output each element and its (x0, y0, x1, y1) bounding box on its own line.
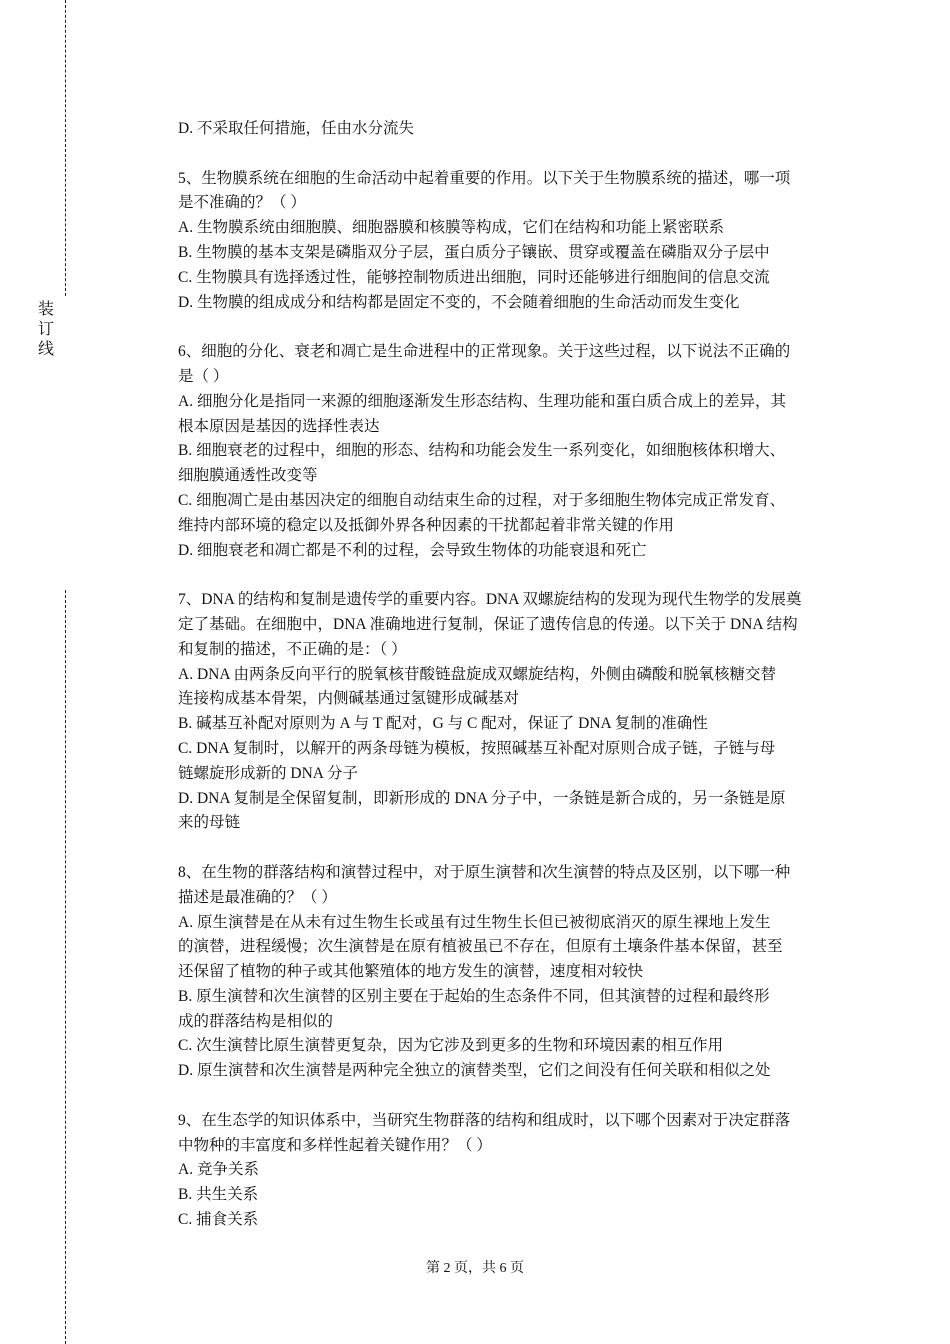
option-line: A. 细胞分化是指同一来源的细胞逐渐发生形态结构、生理功能和蛋白质合成上的差异，其 (178, 392, 786, 410)
binding-line-top (65, 0, 66, 296)
answer-option (178, 539, 848, 564)
option-line: D. 不采取任何措施，任由水分流失 (178, 120, 414, 137)
option-line: D. 细胞衰老和凋亡都是不利的过程，会导致生物体的功能衰退和死亡 (178, 541, 647, 559)
option-line: C. 捕食关系 (178, 1211, 259, 1229)
option-line: 根本原因是基因的选择性表达 (178, 417, 380, 435)
answer-option (178, 291, 848, 316)
answer-option (178, 663, 848, 713)
answer-option (178, 489, 848, 539)
answer-option (178, 266, 848, 291)
option-line: 连接构成基本骨架，内侧碱基通过氢键形成碱基对 (178, 690, 520, 708)
question-stem-line: 和复制的描述，不正确的是：（ ） (178, 640, 407, 658)
answer-option (178, 1208, 848, 1233)
option-line: D. 生物膜的组成成分和结构都是固定不变的，不会随着细胞的生命活动而发生变化 (178, 293, 740, 311)
option-line: C. 细胞凋亡是由基因决定的细胞自动结束生命的过程，对于多细胞生物体完成正常发育、 (178, 491, 786, 509)
option-line: B. 碱基互补配对原则为 A 与 T 配对，G 与 C 配对，保证了 DNA 复制的准确性 (178, 715, 708, 733)
option-line: B. 生物膜的基本支架是磷脂双分子层，蛋白质分子镶嵌、贯穿或覆盖在磷脂双分子层中 (178, 243, 770, 261)
option-line: B. 细胞衰老的过程中，细胞的形态、结构和功能会发生一系列变化，如细胞核体积增大、 (178, 442, 786, 460)
question-stem-line: 定了基础。在细胞中，DNA 准确地进行复制，保证了遗传信息的传递。以下关于 DNA 结构 (178, 615, 798, 633)
question-stem-line: 是（ ） (178, 367, 229, 385)
option-line: 还保留了植物的种子或其他繁殖体的地方发生的演替，速度相对较快 (178, 963, 644, 981)
question-stem-line: 5、生物膜系统在细胞的生命活动中起着重要的作用。以下关于生物膜系统的描述，哪一项 (178, 169, 791, 187)
answer-option (178, 787, 848, 837)
option-line: D. 原生演替和次生演替是两种完全独立的演替类型，它们之间没有任何关联和相似之处 (178, 1062, 771, 1080)
option-line: C. 生物膜具有选择透过性，能够控制物质进出细胞，同时还能够进行细胞间的信息交流 (178, 268, 770, 286)
option-line: D. DNA 复制是全保留复制，即新形成的 DNA 分子中，一条链是新合成的，另一条链是原 (178, 789, 786, 807)
option-line: 维持内部环境的稳定以及抵御外界各种因素的干扰都起着非常关键的作用 (178, 516, 675, 534)
binding-label: 装订线 (37, 301, 54, 358)
previous-question-fragment (178, 117, 848, 142)
answer-option (178, 737, 848, 787)
answer-option (178, 390, 848, 440)
option-line: A. 原生演替是在从未有过生物生长或虽有过生物生长但已被彻底消灭的原生裸地上发生 (178, 913, 771, 931)
option-line: 的演替，进程缓慢；次生演替是在原有植被虽已不存在，但原有土壤条件基本保留，甚至 (178, 938, 783, 956)
option-line: C. DNA 复制时，以解开的两条母链为模板，按照碱基互补配对原则合成子链，子链与母 (178, 739, 776, 757)
question-stem-line: 7、DNA 的结构和复制是遗传学的重要内容。DNA 双螺旋结构的发现为现代生物学的发展奠 (178, 591, 802, 609)
answer-option (178, 911, 848, 985)
question-stem-line: 9、在生态学的知识体系中，当研究生物群落的结构和组成时，以下哪个因素对于决定群落 (178, 1111, 791, 1129)
answer-option (178, 241, 848, 266)
option-line: 细胞膜通透性改变等 (178, 467, 318, 485)
question-stem-line: 是不准确的？（ ） (178, 194, 306, 212)
question-stem-line: 8、在生物的群落结构和演替过程中，对于原生演替和次生演替的特点及区别，以下哪一种 (178, 863, 791, 881)
answer-option (178, 1158, 848, 1183)
option-line: C. 次生演替比原生演替更复杂，因为它涉及到更多的生物和环境因素的相互作用 (178, 1037, 724, 1055)
answer-option (178, 712, 848, 737)
answer-option (178, 1034, 848, 1059)
option-line: 成的群落结构是相似的 (178, 1012, 334, 1030)
question-stem-line: 描述是最准确的？（ ） (178, 888, 337, 906)
option-line: A. 生物膜系统由细胞膜、细胞器膜和核膜等构成，它们在结构和功能上紧密联系 (178, 219, 724, 237)
question (178, 340, 848, 563)
page-footer: 第 2 页，共 6 页 (426, 1261, 524, 1276)
question (178, 588, 848, 836)
answer-option (178, 985, 848, 1035)
option-line: 来的母链 (178, 814, 241, 832)
option-line: A. DNA 由两条反向平行的脱氧核苷酸链盘旋成双螺旋结构，外侧由磷酸和脱氧核糖交替 (178, 665, 777, 683)
option-line: B. 共生关系 (178, 1186, 259, 1204)
question (178, 861, 848, 1084)
question (178, 1109, 848, 1233)
page-content (178, 117, 848, 1258)
option-line: A. 竞争关系 (178, 1161, 259, 1179)
binding-line-bottom (65, 590, 66, 1344)
answer-option (178, 1059, 848, 1084)
option-line: B. 原生演替和次生演替的区别主要在于起始的生态条件不同，但其演替的过程和最终形 (178, 987, 770, 1005)
option-line: 链螺旋形成新的 DNA 分子 (178, 764, 358, 782)
answer-option (178, 1183, 848, 1208)
answer-option (178, 439, 848, 489)
question (178, 167, 848, 316)
question-stem-line: 6、细胞的分化、衰老和凋亡是生命进程中的正常现象。关于这些过程，以下说法不正确的 (178, 343, 791, 361)
question-stem-line: 中物种的丰富度和多样性起着关键作用？（ ） (178, 1136, 492, 1154)
answer-option (178, 216, 848, 241)
